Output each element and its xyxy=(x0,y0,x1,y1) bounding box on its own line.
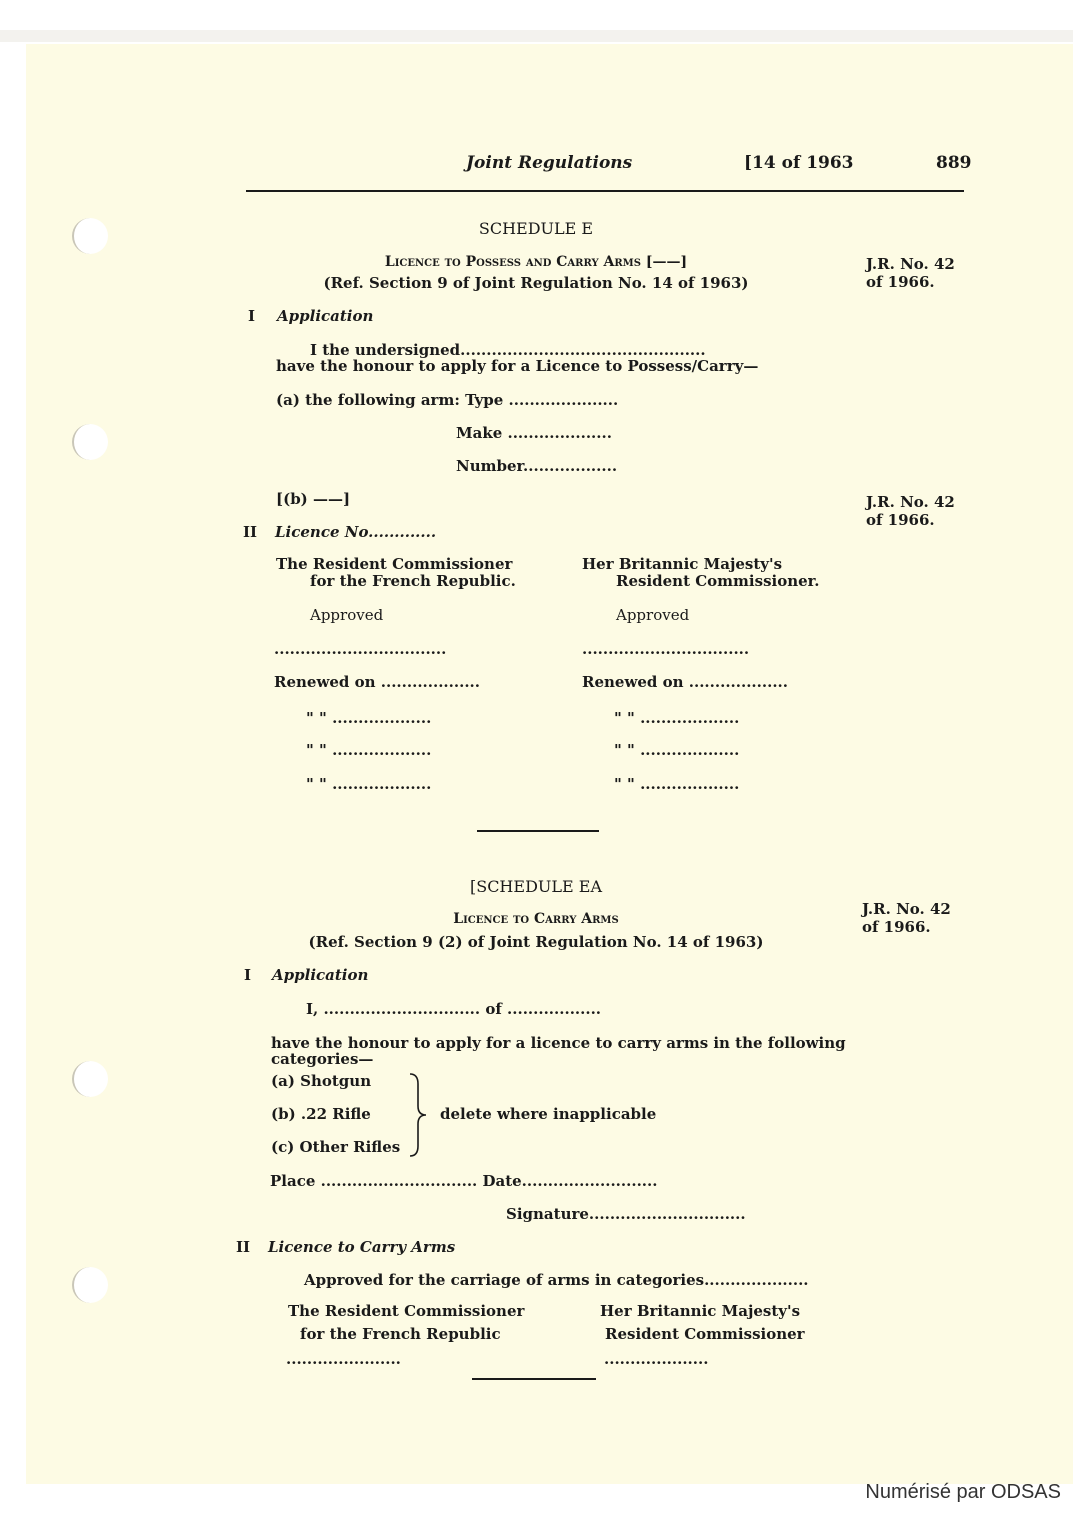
signature-line: .................... xyxy=(604,1350,709,1368)
section-title: Application xyxy=(277,307,374,325)
part-number: II xyxy=(236,1238,251,1256)
arm-type-field: (a) the following arm: Type ..................... xyxy=(276,391,619,409)
punch-hole xyxy=(72,424,108,460)
approved-categories-field: Approved for the carriage of arms in categories.................... xyxy=(304,1271,809,1289)
honour-line: have the honour to apply for a Licence to Possess/Carry— xyxy=(276,357,759,375)
regulation-reference: [14 of 1963 xyxy=(744,153,854,173)
honour-line: have the honour to apply for a licence to carry arms in the following xyxy=(271,1034,846,1052)
scan-top-band xyxy=(0,30,1073,42)
british-commissioner: Her Britannic Majesty's Resident Commissioner. xyxy=(582,555,820,590)
category-b: (b) .22 Rifle xyxy=(271,1105,371,1123)
approved-label: Approved xyxy=(310,606,384,624)
running-title: Joint Regulations xyxy=(466,153,633,173)
ditto-renewal: " " ................... xyxy=(614,741,740,759)
schedule-e-licence-title: Licence to Possess and Carry Arms [——] xyxy=(384,254,688,270)
section-title: Licence to Carry Arms xyxy=(268,1238,456,1256)
signature-line: ................................ xyxy=(582,640,750,658)
end-divider xyxy=(472,1378,596,1380)
french-commissioner: The Resident Commissioner for the French Republic. xyxy=(276,555,516,590)
french-commissioner: The Resident Commissioner for the French Republic xyxy=(288,1302,525,1343)
schedule-ea-heading: [SCHEDULE EA xyxy=(469,877,602,896)
part-number: II xyxy=(243,523,258,541)
signature-line: ................................. xyxy=(274,640,447,658)
side-note: J.R. No. 42 of 1966. xyxy=(862,900,951,936)
delete-note: delete where inapplicable xyxy=(440,1105,657,1123)
signature-field: Signature.............................. xyxy=(506,1205,746,1223)
schedule-e-ref: (Ref. Section 9 of Joint Regulation No. 14 of 1963) xyxy=(323,274,749,292)
punch-hole xyxy=(72,1267,108,1303)
place-date-field: Place .............................. Date.......................... xyxy=(270,1172,658,1190)
header-rule xyxy=(246,190,964,192)
category-a: (a) Shotgun xyxy=(271,1072,372,1090)
renewed-on-field: Renewed on ................... xyxy=(582,673,788,691)
ditto-renewal: " " ................... xyxy=(614,775,740,793)
punch-hole xyxy=(72,1061,108,1097)
side-note: J.R. No. 42 of 1966. xyxy=(866,493,955,529)
ditto-renewal: " " ................... xyxy=(306,709,432,727)
schedule-e-heading: SCHEDULE E xyxy=(478,219,594,238)
renewed-on-field: Renewed on ................... xyxy=(274,673,480,691)
ditto-renewal: " " ................... xyxy=(306,775,432,793)
british-commissioner: Her Britannic Majesty's Resident Commissioner xyxy=(600,1302,805,1343)
applicant-name-field: I, .............................. of .................. xyxy=(306,1000,602,1018)
section-divider xyxy=(477,830,599,832)
approved-label: Approved xyxy=(616,606,690,624)
part-number: I xyxy=(248,307,256,325)
schedule-ea-ref: (Ref. Section 9 (2) of Joint Regulation No. 14 of 1963) xyxy=(308,933,764,951)
part-number: I xyxy=(244,966,252,984)
honour-line: categories— xyxy=(271,1050,374,1068)
category-c: (c) Other Rifles xyxy=(271,1138,401,1156)
ditto-renewal: " " ................... xyxy=(306,741,432,759)
arm-make-field: Make .................... xyxy=(456,424,612,442)
arm-number-field: Number.................. xyxy=(456,457,618,475)
undersigned-field: I the undersigned............................................... xyxy=(310,341,706,359)
signature-line: ...................... xyxy=(286,1350,401,1368)
schedule-ea-licence-title: Licence to Carry Arms xyxy=(453,911,619,927)
punch-hole xyxy=(72,218,108,254)
page-number: 889 xyxy=(936,153,972,173)
digitization-credit: Numérisé par ODSAS xyxy=(865,1481,1061,1503)
item-b: [(b) ——] xyxy=(276,490,351,508)
section-title: Application xyxy=(272,966,369,984)
ditto-renewal: " " ................... xyxy=(614,709,740,727)
side-note: J.R. No. 42 of 1966. xyxy=(866,255,955,291)
brace-icon xyxy=(404,1072,434,1158)
licence-number-field: Licence No............. xyxy=(275,523,437,541)
